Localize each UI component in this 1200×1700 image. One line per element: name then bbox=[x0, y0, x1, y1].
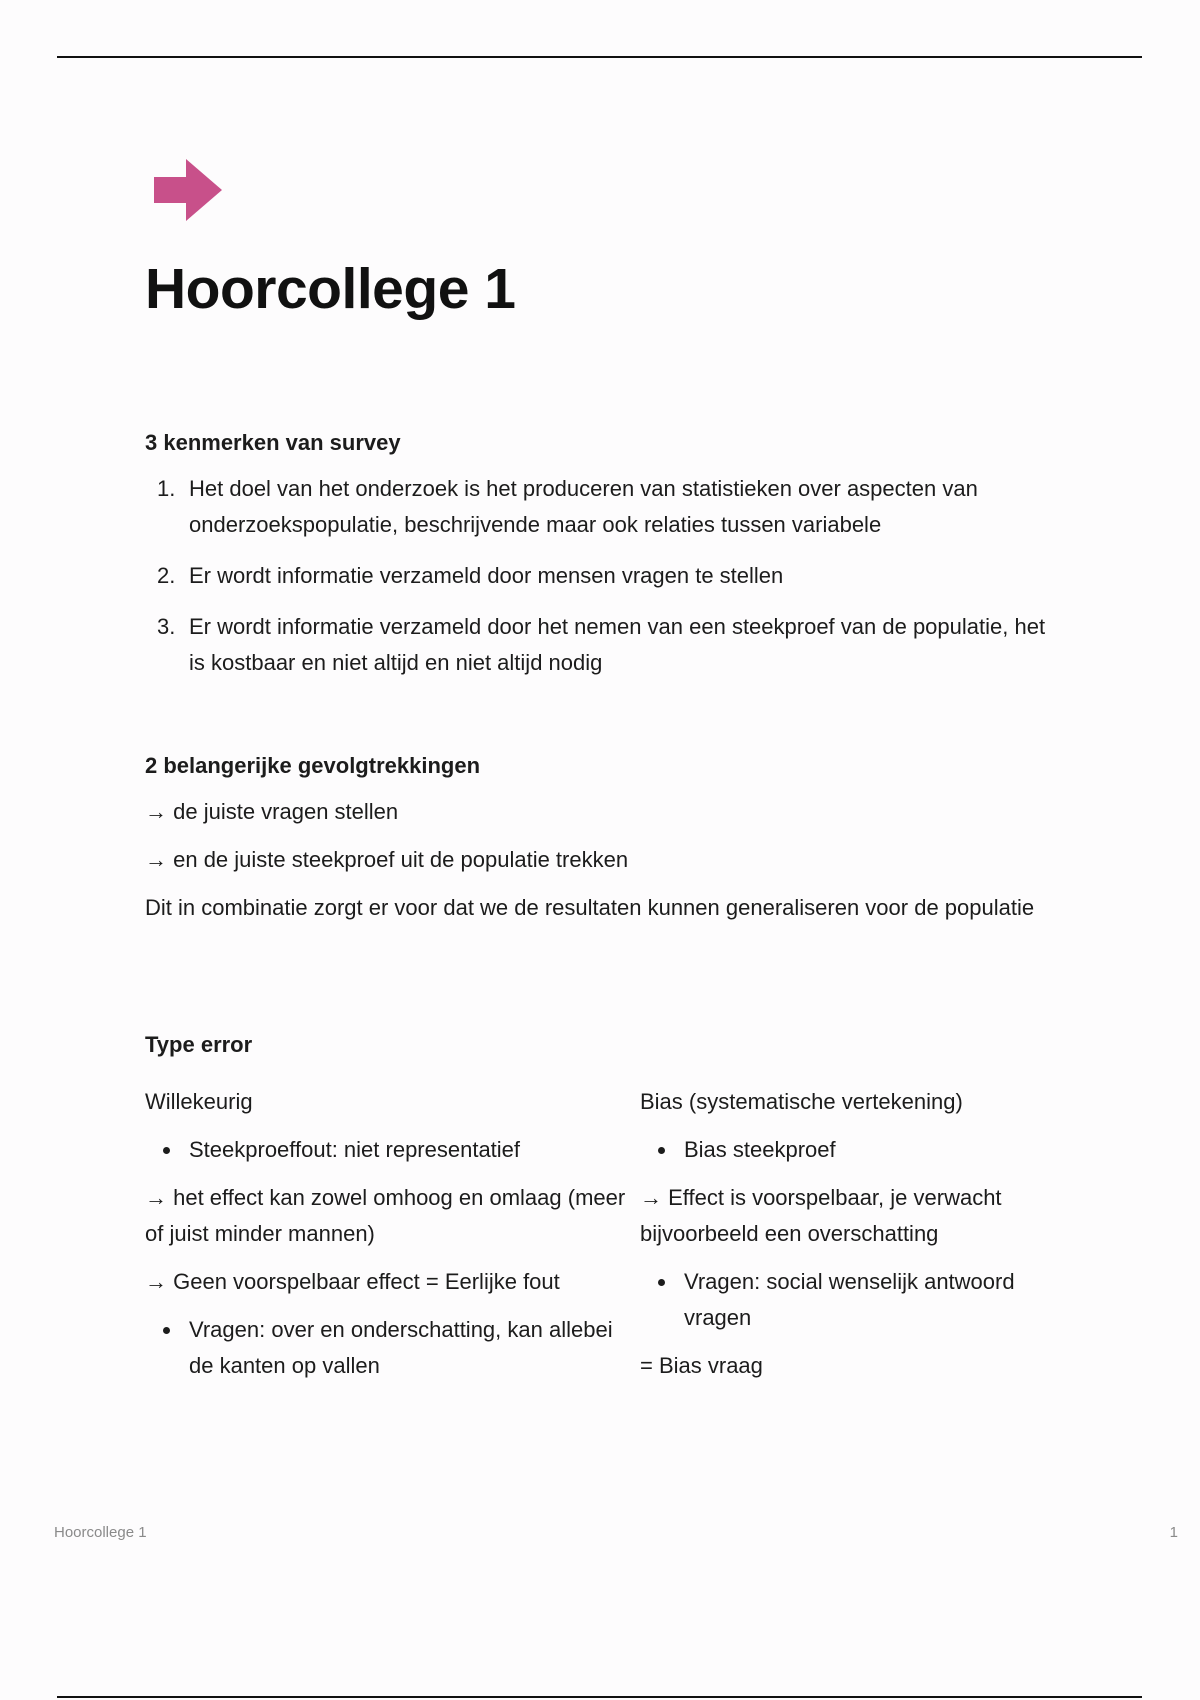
error-heading: Type error bbox=[145, 1032, 253, 1057]
list-item bbox=[145, 471, 1065, 543]
column-paragraph: = Bias vraag bbox=[640, 1353, 763, 1378]
column-title: Bias (systematische vertekening) bbox=[640, 1089, 963, 1114]
list-number: 2. bbox=[157, 563, 176, 588]
list-number: 3. bbox=[157, 614, 176, 639]
bullet-list bbox=[640, 1132, 1065, 1168]
list-item-text: Het doel van het onderzoek is het produceren van statistieken over aspecten van onderzoekspopulatie, beschrijvende maar ook relaties tussen variabele bbox=[189, 476, 978, 537]
bullet-item: Vragen: over en onderschatting, kan allebei de kanten op vallen bbox=[145, 1312, 640, 1384]
list-item-text: Er wordt informatie verzameld door het nemen van een steekproef van de populatie, het is kostbaar en niet altijd en niet altijd nodig bbox=[189, 614, 1046, 675]
error-section bbox=[145, 1027, 1065, 1396]
bias-error-column bbox=[640, 1084, 1065, 1396]
bottom-divider bbox=[57, 1696, 1142, 1698]
column-paragraph: → Geen voorspelbaar effect = Eerlijke fout bbox=[145, 1269, 560, 1294]
bullet-list bbox=[640, 1264, 1065, 1336]
list-item bbox=[145, 558, 1065, 594]
conclusions-heading: 2 belangerijke gevolgtrekkingen bbox=[145, 753, 481, 778]
conclusions-section bbox=[145, 748, 1065, 938]
column-paragraph: → het effect kan zowel omhoog en omlaag (meer of juist minder mannen) bbox=[145, 1185, 626, 1246]
column-paragraph: → Effect is voorspelbaar, je verwacht bijvoorbeeld een overschatting bbox=[640, 1185, 1002, 1246]
survey-section bbox=[145, 425, 1065, 696]
page-title: Hoorcollege 1 bbox=[145, 257, 516, 321]
bullet-list bbox=[145, 1312, 640, 1384]
survey-heading: 3 kenmerken van survey bbox=[145, 430, 401, 455]
conclusion-line: → en de juiste steekproef uit de populatie trekken bbox=[145, 847, 629, 872]
bullet-item: Bias steekproef bbox=[640, 1132, 1065, 1168]
error-columns bbox=[145, 1084, 1065, 1396]
list-item bbox=[145, 609, 1065, 681]
random-error-column bbox=[145, 1084, 640, 1396]
arrow-right-icon bbox=[150, 155, 226, 225]
list-number: 1. bbox=[157, 476, 176, 501]
footer-title: Hoorcollege 1 bbox=[54, 1524, 147, 1541]
bullet-item: Vragen: social wenselijk antwoord vragen bbox=[640, 1264, 1065, 1336]
page-number: 1 bbox=[1169, 1524, 1178, 1541]
survey-list bbox=[145, 471, 1065, 681]
list-item-text: Er wordt informatie verzameld door mensen vragen te stellen bbox=[189, 563, 784, 588]
top-divider bbox=[57, 56, 1142, 58]
bullet-item: Steekproeffout: niet representatief bbox=[145, 1132, 640, 1168]
column-title: Willekeurig bbox=[145, 1089, 253, 1114]
conclusion-line: → de juiste vragen stellen bbox=[145, 799, 399, 824]
bullet-list bbox=[145, 1132, 640, 1168]
conclusion-paragraph: Dit in combinatie zorgt er voor dat we de resultaten kunnen generaliseren voor de populatie bbox=[145, 895, 1035, 920]
